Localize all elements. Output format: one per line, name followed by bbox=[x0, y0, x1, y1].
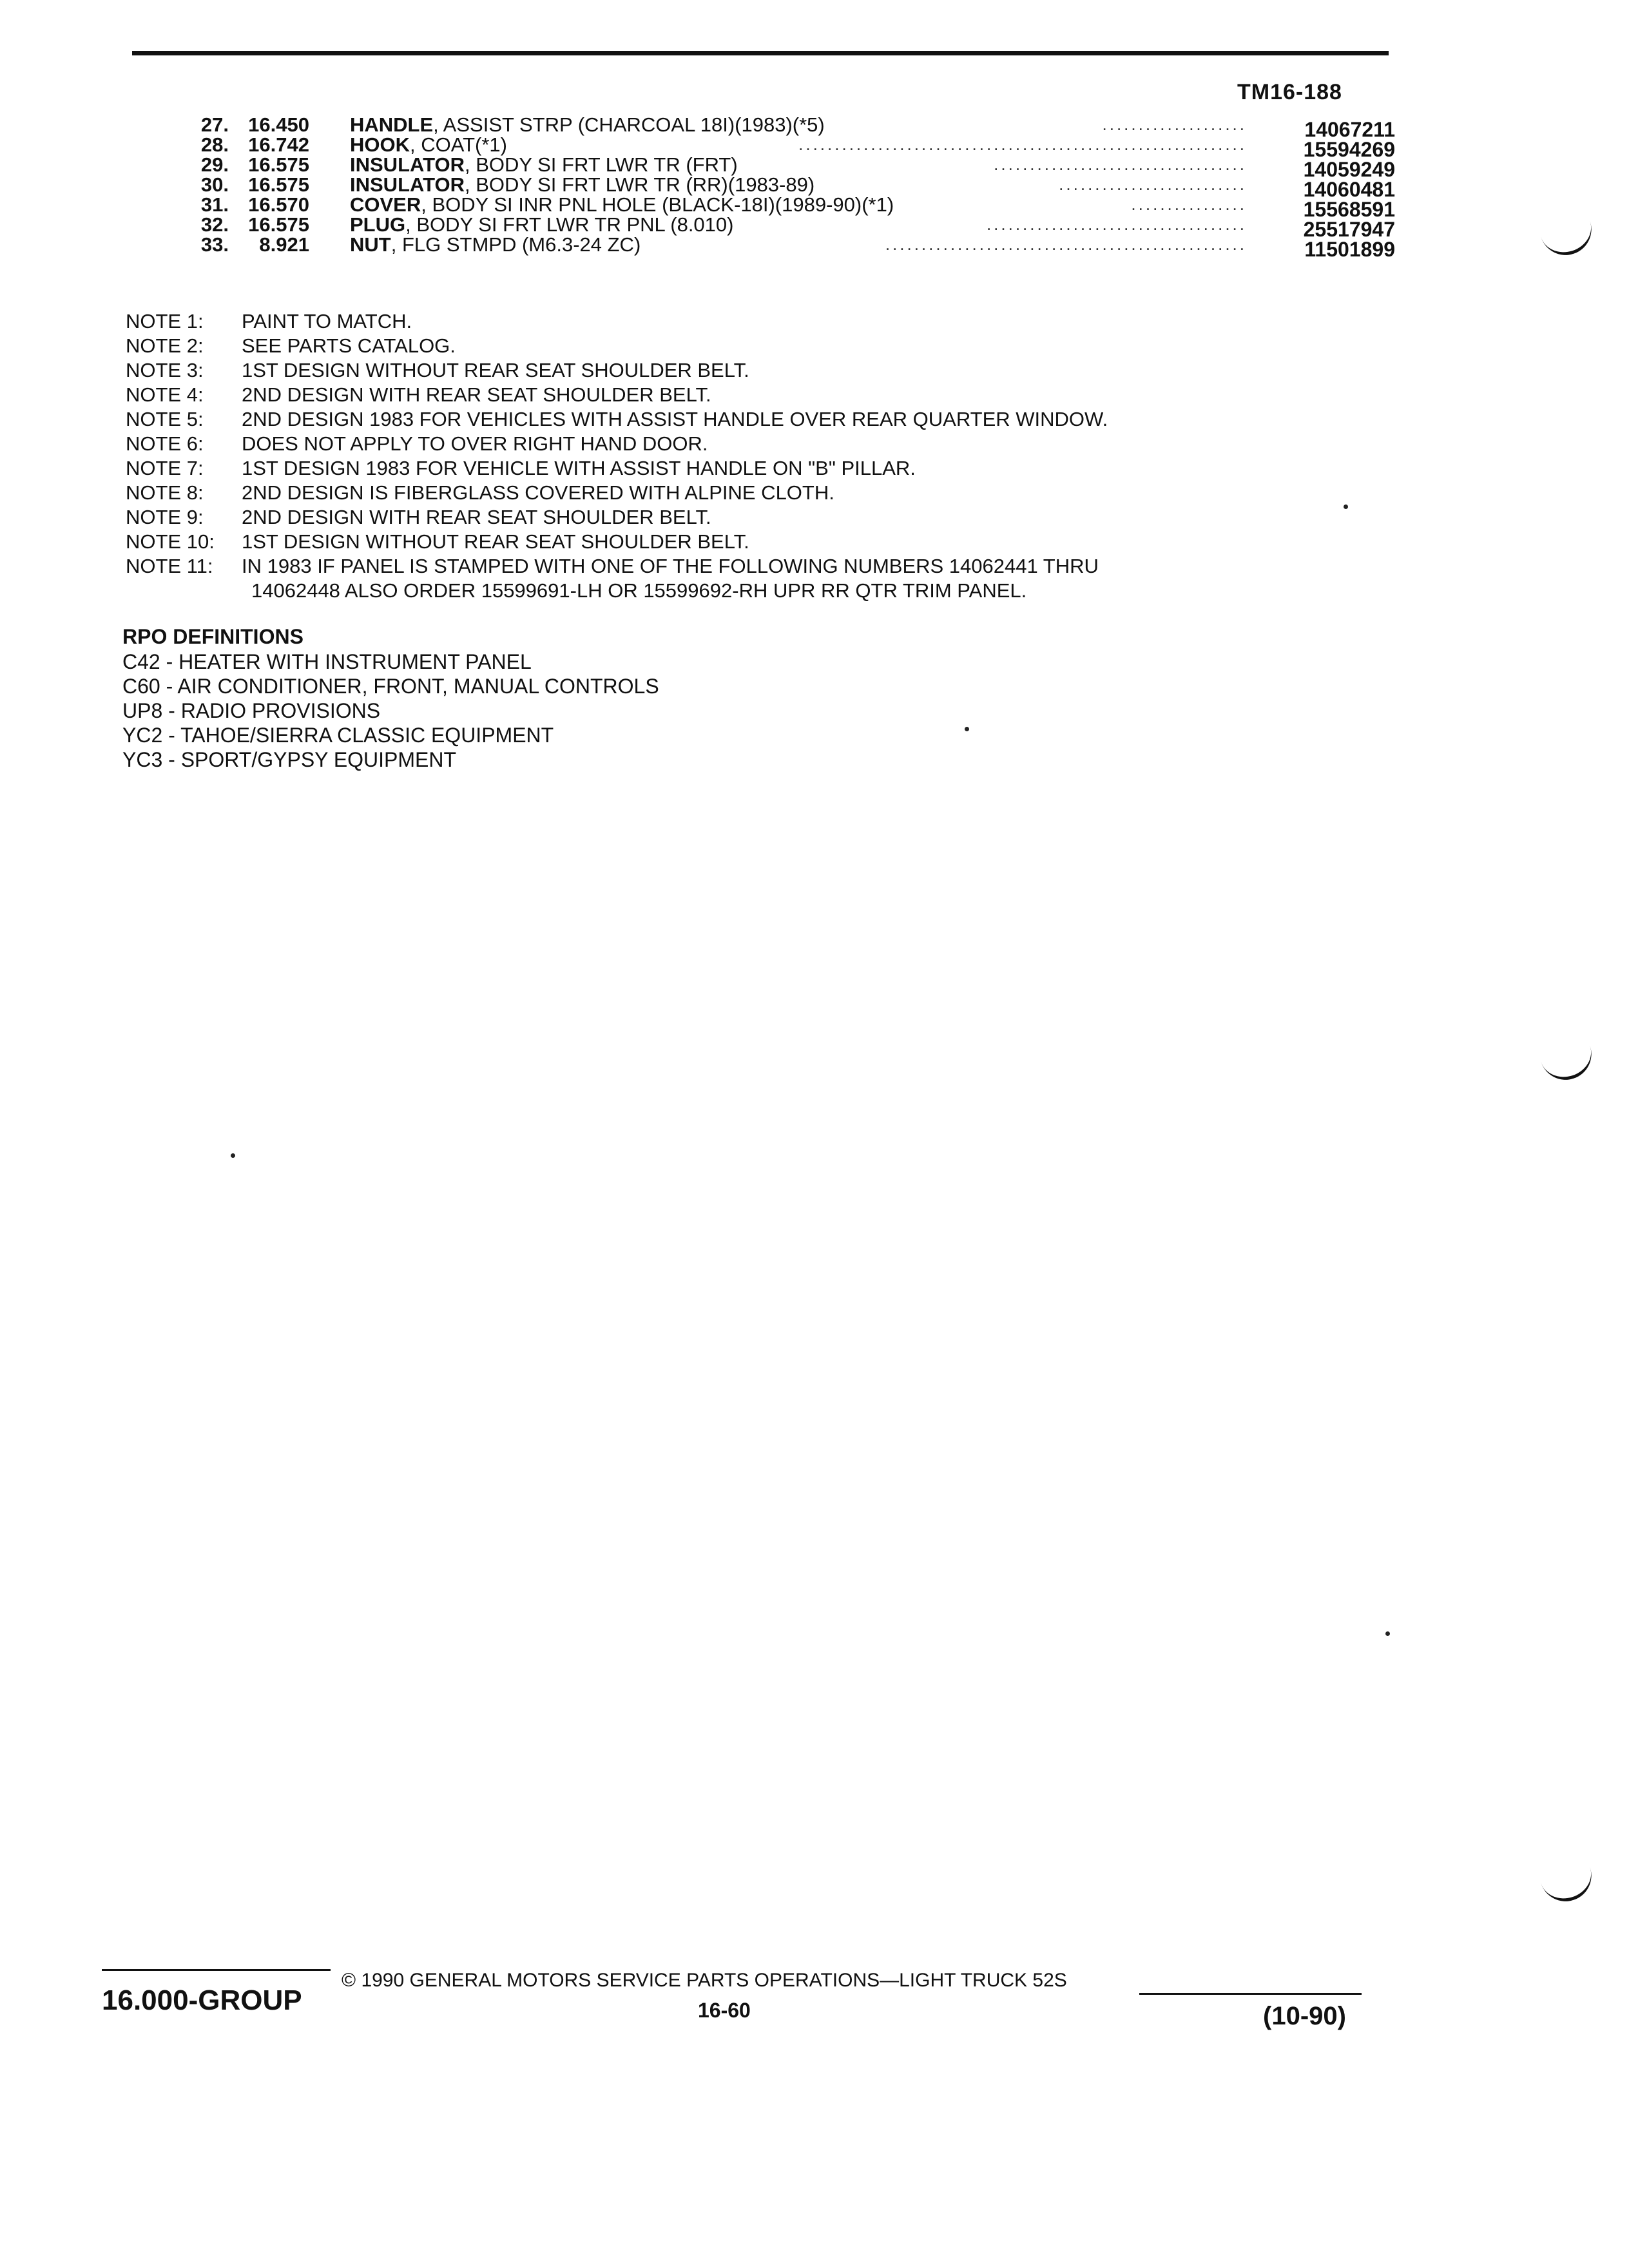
part-catalog-number: 15594269 bbox=[1303, 138, 1395, 161]
footer-copyright: © 1990 GENERAL MOTORS SERVICE PARTS OPERATIONS—LIGHT TRUCK 52S bbox=[342, 1970, 1067, 1991]
note-label: NOTE 3: bbox=[126, 359, 204, 381]
part-row bbox=[184, 153, 1395, 181]
note-item bbox=[126, 505, 1350, 530]
dot-leader: .............................................................. bbox=[798, 135, 1247, 154]
rpo-title: RPO DEFINITIONS bbox=[122, 625, 304, 648]
part-number: 30. bbox=[200, 173, 229, 196]
note-text: 2ND DESIGN IS FIBERGLASS COVERED WITH ALPINE CLOTH. bbox=[242, 481, 834, 504]
note-label: NOTE 2: bbox=[126, 334, 204, 357]
scan-speck bbox=[1385, 1631, 1390, 1636]
part-group: 16.575 bbox=[248, 173, 309, 196]
part-row bbox=[184, 133, 1395, 161]
dot-leader: ................ bbox=[1131, 195, 1247, 214]
note-label: NOTE 9: bbox=[126, 506, 204, 528]
part-row bbox=[184, 213, 1395, 241]
note-item bbox=[126, 334, 1350, 358]
note-text: 1ST DESIGN WITHOUT REAR SEAT SHOULDER BELT. bbox=[242, 530, 749, 553]
rpo-item: YC3 - SPORT/GYPSY EQUIPMENT bbox=[122, 748, 457, 771]
note-continuation: 14062448 ALSO ORDER 15599691-LH OR 15599692-RH UPR RR QTR TRIM PANEL. bbox=[251, 579, 1027, 602]
part-number: 28. bbox=[200, 133, 229, 156]
part-row bbox=[184, 193, 1395, 221]
part-description: , BODY SI FRT LWR TR (RR)(1983-89) bbox=[464, 173, 815, 196]
part-name: NUT bbox=[350, 233, 391, 256]
note-label: NOTE 7: bbox=[126, 457, 204, 479]
note-text: SEE PARTS CATALOG. bbox=[242, 334, 456, 357]
note-text: DOES NOT APPLY TO OVER RIGHT HAND DOOR. bbox=[242, 432, 708, 455]
footer-group: 16.000-GROUP bbox=[102, 1984, 302, 2016]
part-name: HOOK bbox=[350, 133, 410, 156]
part-number: 31. bbox=[200, 193, 229, 216]
note-item bbox=[126, 530, 1350, 554]
rpo-item: UP8 - RADIO PROVISIONS bbox=[122, 699, 381, 722]
note-item bbox=[126, 481, 1350, 505]
part-name: PLUG bbox=[350, 213, 406, 236]
part-group: 16.575 bbox=[248, 153, 309, 176]
part-catalog-number: 14067211 bbox=[1304, 118, 1395, 141]
note-text: 1ST DESIGN 1983 FOR VEHICLE WITH ASSIST HANDLE ON "B" PILLAR. bbox=[242, 457, 916, 479]
part-catalog-number: 14060481 bbox=[1303, 178, 1395, 201]
page-number: 16-60 bbox=[698, 1999, 751, 2022]
note-label: NOTE 5: bbox=[126, 408, 204, 430]
footer-rule bbox=[1139, 1993, 1362, 1995]
part-row bbox=[184, 173, 1395, 201]
binder-hole-mark bbox=[1540, 1043, 1598, 1087]
note-item bbox=[126, 456, 1350, 481]
note-text: 1ST DESIGN WITHOUT REAR SEAT SHOULDER BELT. bbox=[242, 359, 749, 381]
note-item bbox=[126, 383, 1350, 407]
part-description: , BODY SI FRT LWR TR PNL (8.010) bbox=[405, 213, 734, 236]
rpo-item: C42 - HEATER WITH INSTRUMENT PANEL bbox=[122, 650, 532, 673]
dot-leader: .................................... bbox=[986, 215, 1247, 234]
note-item bbox=[126, 554, 1350, 579]
dot-leader: .................... bbox=[1102, 115, 1247, 134]
binder-hole-mark bbox=[1540, 1865, 1598, 1908]
note-text: 2ND DESIGN WITH REAR SEAT SHOULDER BELT. bbox=[242, 506, 711, 528]
note-label: NOTE 1: bbox=[126, 310, 204, 332]
scan-speck bbox=[965, 727, 969, 731]
part-name: HANDLE bbox=[350, 113, 434, 136]
part-number: 29. bbox=[200, 153, 229, 176]
note-label: NOTE 4: bbox=[126, 383, 204, 406]
part-description: , COAT(*1) bbox=[410, 133, 507, 156]
note-text: IN 1983 IF PANEL IS STAMPED WITH ONE OF THE FOLLOWING NUMBERS 14062441 THRU bbox=[242, 555, 1099, 577]
tm-code: TM16-188 bbox=[1237, 80, 1342, 104]
note-text: PAINT TO MATCH. bbox=[242, 310, 412, 332]
part-number: 27. bbox=[200, 113, 229, 136]
part-catalog-number: 25517947 bbox=[1303, 218, 1395, 241]
part-group: 16.575 bbox=[248, 213, 309, 236]
rpo-definitions bbox=[122, 624, 659, 772]
part-group: 16.450 bbox=[248, 113, 309, 136]
note-item bbox=[126, 309, 1350, 334]
part-name: INSULATOR bbox=[350, 153, 465, 176]
dot-leader: ................................... bbox=[994, 155, 1247, 174]
part-catalog-number: 14059249 bbox=[1303, 158, 1395, 181]
note-label: NOTE 8: bbox=[126, 481, 204, 504]
part-catalog-number: 15568591 bbox=[1303, 198, 1395, 221]
note-label: NOTE 6: bbox=[126, 432, 204, 455]
scan-speck bbox=[231, 1153, 235, 1158]
part-row bbox=[184, 233, 1395, 261]
note-text: 2ND DESIGN WITH REAR SEAT SHOULDER BELT. bbox=[242, 383, 711, 406]
part-description: , BODY SI INR PNL HOLE (BLACK-18I)(1989-90)(*1) bbox=[421, 193, 894, 216]
part-group: 8.921 bbox=[259, 233, 309, 256]
note-label: NOTE 11: bbox=[126, 555, 213, 577]
part-description: , BODY SI FRT LWR TR (FRT) bbox=[464, 153, 738, 176]
note-text: 2ND DESIGN 1983 FOR VEHICLES WITH ASSIST HANDLE OVER REAR QUARTER WINDOW. bbox=[242, 408, 1108, 430]
dot-leader: .................................................. bbox=[885, 235, 1247, 254]
note-item bbox=[126, 432, 1350, 456]
part-number: 32. bbox=[200, 213, 229, 236]
part-group: 16.570 bbox=[248, 193, 309, 216]
part-number: 33. bbox=[200, 233, 229, 256]
scan-speck bbox=[1344, 505, 1348, 509]
footer-rule bbox=[102, 1969, 331, 1971]
rpo-item: YC2 - TAHOE/SIERRA CLASSIC EQUIPMENT bbox=[122, 724, 554, 747]
part-description: , FLG STMPD (M6.3-24 ZC) bbox=[390, 233, 641, 256]
part-name: INSULATOR bbox=[350, 173, 465, 196]
dot-leader: .......................... bbox=[1059, 175, 1247, 194]
note-item bbox=[126, 407, 1350, 432]
footer-date: (10-90) bbox=[1263, 2002, 1346, 2030]
note-label: NOTE 10: bbox=[126, 530, 215, 553]
rpo-item: C60 - AIR CONDITIONER, FRONT, MANUAL CONTROLS bbox=[122, 675, 659, 698]
part-row bbox=[184, 113, 1395, 141]
note-item bbox=[126, 358, 1350, 383]
part-group: 16.742 bbox=[248, 133, 309, 156]
part-name: COVER bbox=[350, 193, 421, 216]
header-rule bbox=[132, 51, 1389, 55]
part-catalog-number: 11501899 bbox=[1304, 238, 1395, 261]
part-description: , ASSIST STRP (CHARCOAL 18I)(1983)(*5) bbox=[433, 113, 825, 136]
binder-hole-mark bbox=[1540, 218, 1598, 262]
parts-list bbox=[184, 113, 1395, 261]
notes-section bbox=[126, 309, 1350, 603]
